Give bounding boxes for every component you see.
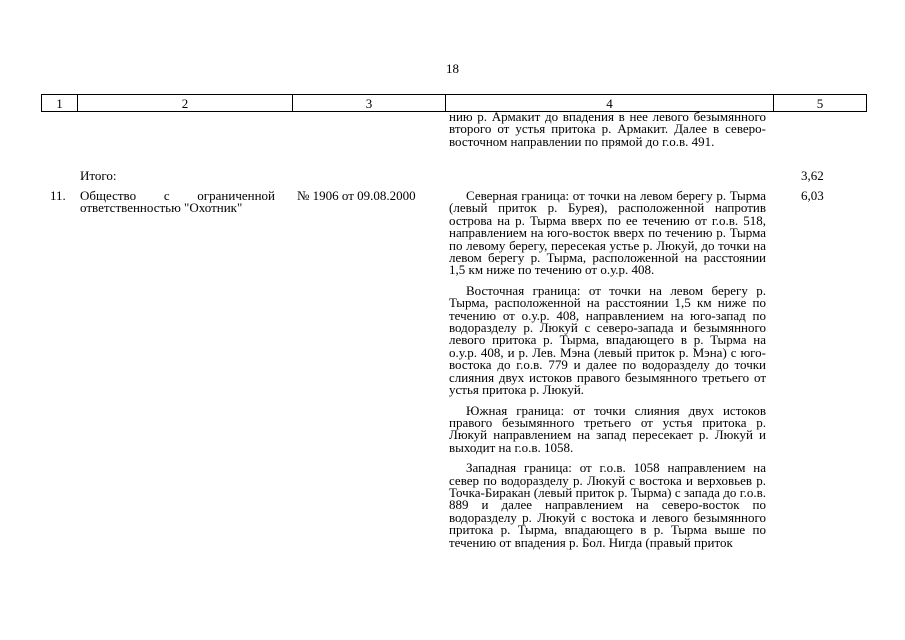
column-number-1: 1 xyxy=(42,95,78,112)
column-number-5: 5 xyxy=(774,95,867,112)
boundary-west: Западная граница: от г.о.в. 1058 направлением на север по водоразделу р. Люкуй с востока и верховьев р. Точка-Биракан (левый приток р. Тырма) с запада до г.о.в. 889 и далее направлением на северо-восток по водоразделу р. Люкуй с востока и левого безымянного притока р. Тырма, впадающего в р. Тырма выше по течению от впадения р. Бол. Нигда (правый приток xyxy=(449,460,766,550)
continuation-text: нию р. Армакит до впадения в нее левого безымянного второго от устья притока р. Армакит. Далее в северо-восточном направлении по прямой до г.о.в. 491. xyxy=(449,109,766,149)
subtotal-value: 3,62 xyxy=(801,168,824,183)
row-number: 11. xyxy=(50,188,66,203)
organization-name: Общество с ограниченной ответственностью "Охотник" xyxy=(80,188,275,216)
column-number-3: 3 xyxy=(293,95,446,112)
column-number-2: 2 xyxy=(78,95,293,112)
continuation-description xyxy=(449,111,766,156)
boundary-description xyxy=(449,190,766,557)
column-number-4: 4 xyxy=(446,95,774,112)
boundary-south: Южная граница: от точки слияния двух истоков правого безымянного третьего от устья притока р. Люкуй направлением на запад пересекает р. Люкуй и выходит на г.о.в. 1058. xyxy=(449,402,766,455)
page-number: 18 xyxy=(446,61,459,76)
subtotal-label: Итого: xyxy=(80,168,117,183)
boundary-east: Восточная граница: от точки на левом берегу р. Тырма, расположенной на расстоянии 1,5 км ниже по течению от о.у.р. 408, направлением на юго-запад по водоразделу р. Люкуй с северо-запада и безымянного левого притока р. Тырма, впадающего в р. Тырма на о.у.р. 408, и р. Лев. Мэна (левый приток р. Мэна) с юго-востока до г.о.в. 779 и далее по водоразделу до точки слияния двух истоков правого безымянного третьего от устья притока р. Люкуй. xyxy=(449,282,766,398)
boundary-north: Северная граница: от точки на левом берегу р. Тырма (левый приток р. Бурея), расположенной напротив острова на р. Тырма вверх по ее течению от г.о.в. 518, направлением на юго-восток вверх по течению р. Тырма по левому берегу, пересекая устье р. Люкуй, до точки на левом берегу р. Тырма, расположенной на расстоянии 1,5 км ниже по течению от о.у.р. 408. xyxy=(449,188,766,278)
area-value: 6,03 xyxy=(801,188,824,203)
license-document: № 1906 от 09.08.2000 xyxy=(297,188,416,203)
